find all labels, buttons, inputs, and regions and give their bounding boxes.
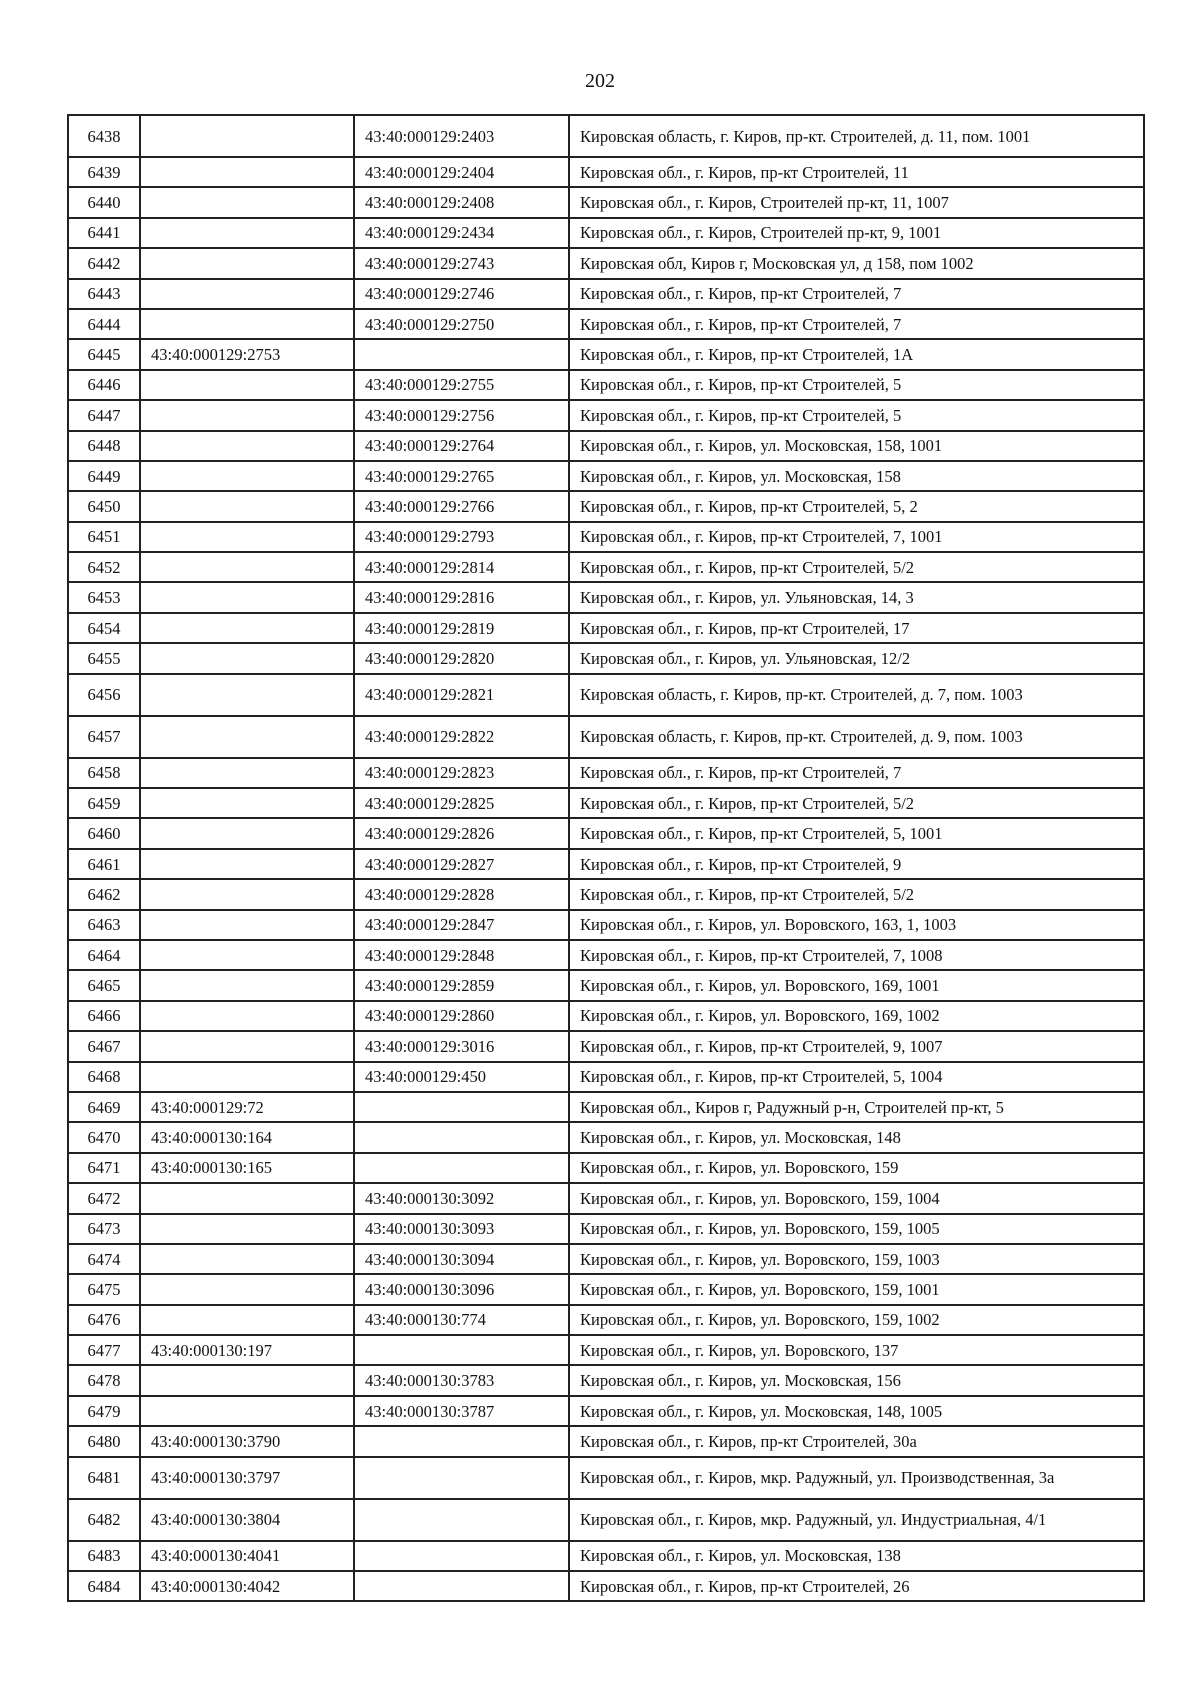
parcel-number-cell xyxy=(140,491,354,521)
parcel-number-cell xyxy=(140,370,354,400)
parcel-number-cell xyxy=(140,1365,354,1395)
address-cell: Кировская обл., г. Киров, пр-кт Строителей, 5/2 xyxy=(569,879,1144,909)
object-number-cell: 43:40:000130:3787 xyxy=(354,1396,569,1426)
address-cell: Кировская обл., г. Киров, Строителей пр-кт, 9, 1001 xyxy=(569,218,1144,248)
object-number-cell: 43:40:000129:2793 xyxy=(354,522,569,552)
table-row xyxy=(68,1457,1144,1499)
table-row xyxy=(68,1305,1144,1335)
object-number-cell: 43:40:000129:2816 xyxy=(354,582,569,612)
address-cell: Кировская область, г. Киров, пр-кт. Строителей, д. 9, пом. 1003 xyxy=(569,716,1144,758)
address-cell: Кировская обл., г. Киров, пр-кт Строителей, 5, 1004 xyxy=(569,1062,1144,1092)
row-number-cell: 6458 xyxy=(68,758,140,788)
parcel-number-cell xyxy=(140,522,354,552)
address-cell: Кировская обл., г. Киров, пр-кт Строителей, 17 xyxy=(569,613,1144,643)
address-cell: Кировская обл, Киров г, Московская ул, д 158, пом 1002 xyxy=(569,248,1144,278)
parcel-number-cell: 43:40:000130:165 xyxy=(140,1153,354,1183)
parcel-number-cell xyxy=(140,1031,354,1061)
object-number-cell: 43:40:000130:3783 xyxy=(354,1365,569,1395)
object-number-cell: 43:40:000129:2823 xyxy=(354,758,569,788)
address-cell: Кировская обл., г. Киров, ул. Московская, 138 xyxy=(569,1541,1144,1571)
table-row xyxy=(68,1153,1144,1183)
table-row xyxy=(68,1541,1144,1571)
row-number-cell: 6468 xyxy=(68,1062,140,1092)
address-cell: Кировская обл., г. Киров, ул. Воровского, 159 xyxy=(569,1153,1144,1183)
parcel-number-cell xyxy=(140,1244,354,1274)
address-cell: Кировская обл., г. Киров, ул. Московская, 158 xyxy=(569,461,1144,491)
table-row xyxy=(68,1499,1144,1541)
parcel-number-cell xyxy=(140,758,354,788)
row-number-cell: 6450 xyxy=(68,491,140,521)
address-cell: Кировская обл., г. Киров, ул. Воровского, 159, 1003 xyxy=(569,1244,1144,1274)
parcel-number-cell: 43:40:000129:72 xyxy=(140,1092,354,1122)
parcel-number-cell xyxy=(140,788,354,818)
object-number-cell: 43:40:000129:2819 xyxy=(354,613,569,643)
table-row xyxy=(68,1335,1144,1365)
table-row xyxy=(68,613,1144,643)
row-number-cell: 6483 xyxy=(68,1541,140,1571)
address-cell: Кировская обл., г. Киров, ул. Воровского, 163, 1, 1003 xyxy=(569,910,1144,940)
parcel-number-cell xyxy=(140,1062,354,1092)
address-cell: Кировская обл., г. Киров, ул. Московская, 158, 1001 xyxy=(569,431,1144,461)
table-row xyxy=(68,431,1144,461)
parcel-number-cell xyxy=(140,716,354,758)
table-row xyxy=(68,970,1144,1000)
table-row xyxy=(68,1244,1144,1274)
parcel-number-cell xyxy=(140,431,354,461)
address-cell: Кировская обл., г. Киров, пр-кт Строителей, 9, 1007 xyxy=(569,1031,1144,1061)
address-cell: Кировская обл., г. Киров, ул. Воровского, 159, 1004 xyxy=(569,1183,1144,1213)
object-number-cell xyxy=(354,1457,569,1499)
address-cell: Кировская обл., г. Киров, пр-кт Строителей, 5 xyxy=(569,400,1144,430)
address-cell: Кировская область, г. Киров, пр-кт. Строителей, д. 11, пом. 1001 xyxy=(569,115,1144,157)
object-number-cell: 43:40:000129:2766 xyxy=(354,491,569,521)
object-number-cell: 43:40:000129:2821 xyxy=(354,674,569,716)
row-number-cell: 6480 xyxy=(68,1426,140,1456)
table-body xyxy=(68,115,1144,1601)
address-cell: Кировская обл., г. Киров, пр-кт Строителей, 7, 1008 xyxy=(569,940,1144,970)
address-cell: Кировская обл., г. Киров, пр-кт Строителей, 1А xyxy=(569,339,1144,369)
parcel-number-cell: 43:40:000130:4041 xyxy=(140,1541,354,1571)
object-number-cell: 43:40:000129:2403 xyxy=(354,115,569,157)
table-row xyxy=(68,339,1144,369)
object-number-cell: 43:40:000129:2827 xyxy=(354,849,569,879)
row-number-cell: 6467 xyxy=(68,1031,140,1061)
object-number-cell xyxy=(354,1335,569,1365)
parcel-number-cell xyxy=(140,970,354,1000)
parcel-number-cell xyxy=(140,157,354,187)
object-number-cell: 43:40:000129:2765 xyxy=(354,461,569,491)
cadastral-table xyxy=(67,114,1145,1602)
table-row xyxy=(68,910,1144,940)
address-cell: Кировская обл., г. Киров, ул. Воровского, 169, 1002 xyxy=(569,1001,1144,1031)
table-row xyxy=(68,491,1144,521)
row-number-cell: 6472 xyxy=(68,1183,140,1213)
table-row xyxy=(68,879,1144,909)
address-cell: Кировская обл., г. Киров, ул. Воровского, 159, 1002 xyxy=(569,1305,1144,1335)
row-number-cell: 6477 xyxy=(68,1335,140,1365)
object-number-cell: 43:40:000129:2828 xyxy=(354,879,569,909)
table-row xyxy=(68,187,1144,217)
row-number-cell: 6478 xyxy=(68,1365,140,1395)
address-cell: Кировская обл., г. Киров, ул. Воровского, 159, 1001 xyxy=(569,1274,1144,1304)
row-number-cell: 6484 xyxy=(68,1571,140,1601)
address-cell: Кировская обл., г. Киров, пр-кт Строителей, 9 xyxy=(569,849,1144,879)
address-cell: Кировская область, г. Киров, пр-кт. Строителей, д. 7, пом. 1003 xyxy=(569,674,1144,716)
table-row xyxy=(68,461,1144,491)
table-row xyxy=(68,1426,1144,1456)
object-number-cell xyxy=(354,1153,569,1183)
address-cell: Кировская обл., г. Киров, пр-кт Строителей, 5/2 xyxy=(569,552,1144,582)
object-number-cell: 43:40:000129:2822 xyxy=(354,716,569,758)
table-row xyxy=(68,309,1144,339)
row-number-cell: 6453 xyxy=(68,582,140,612)
parcel-number-cell: 43:40:000130:164 xyxy=(140,1122,354,1152)
parcel-number-cell xyxy=(140,674,354,716)
table-row xyxy=(68,1571,1144,1601)
object-number-cell: 43:40:000129:2756 xyxy=(354,400,569,430)
parcel-number-cell xyxy=(140,187,354,217)
row-number-cell: 6449 xyxy=(68,461,140,491)
table-row xyxy=(68,1274,1144,1304)
parcel-number-cell xyxy=(140,1305,354,1335)
parcel-number-cell xyxy=(140,279,354,309)
object-number-cell xyxy=(354,1122,569,1152)
row-number-cell: 6466 xyxy=(68,1001,140,1031)
row-number-cell: 6439 xyxy=(68,157,140,187)
object-number-cell: 43:40:000129:2820 xyxy=(354,643,569,673)
row-number-cell: 6441 xyxy=(68,218,140,248)
object-number-cell: 43:40:000129:2408 xyxy=(354,187,569,217)
object-number-cell xyxy=(354,1541,569,1571)
table-row xyxy=(68,1214,1144,1244)
table-row xyxy=(68,940,1144,970)
table-row xyxy=(68,758,1144,788)
row-number-cell: 6438 xyxy=(68,115,140,157)
parcel-number-cell xyxy=(140,879,354,909)
address-cell: Кировская обл., г. Киров, мкр. Радужный, ул. Производственная, 3а xyxy=(569,1457,1144,1499)
object-number-cell: 43:40:000129:2814 xyxy=(354,552,569,582)
table-row xyxy=(68,370,1144,400)
object-number-cell: 43:40:000129:2750 xyxy=(354,309,569,339)
address-cell: Кировская обл., г. Киров, ул. Ульяновская, 14, 3 xyxy=(569,582,1144,612)
object-number-cell xyxy=(354,1571,569,1601)
address-cell: Кировская обл., г. Киров, ул. Ульяновская, 12/2 xyxy=(569,643,1144,673)
table-row xyxy=(68,248,1144,278)
row-number-cell: 6446 xyxy=(68,370,140,400)
table-row xyxy=(68,818,1144,848)
row-number-cell: 6457 xyxy=(68,716,140,758)
parcel-number-cell xyxy=(140,910,354,940)
table-row xyxy=(68,582,1144,612)
address-cell: Кировская обл., г. Киров, пр-кт Строителей, 11 xyxy=(569,157,1144,187)
parcel-number-cell xyxy=(140,115,354,157)
table-row xyxy=(68,643,1144,673)
row-number-cell: 6462 xyxy=(68,879,140,909)
table-row xyxy=(68,522,1144,552)
address-cell: Кировская обл., г. Киров, ул. Московская, 156 xyxy=(569,1365,1144,1395)
object-number-cell: 43:40:000129:2434 xyxy=(354,218,569,248)
parcel-number-cell: 43:40:000130:4042 xyxy=(140,1571,354,1601)
row-number-cell: 6473 xyxy=(68,1214,140,1244)
row-number-cell: 6481 xyxy=(68,1457,140,1499)
parcel-number-cell xyxy=(140,849,354,879)
parcel-number-cell xyxy=(140,582,354,612)
page-number: 202 xyxy=(585,70,615,92)
parcel-number-cell xyxy=(140,309,354,339)
row-number-cell: 6444 xyxy=(68,309,140,339)
row-number-cell: 6461 xyxy=(68,849,140,879)
object-number-cell: 43:40:000130:3092 xyxy=(354,1183,569,1213)
address-cell: Кировская обл., г. Киров, пр-кт Строителей, 30а xyxy=(569,1426,1144,1456)
table-row xyxy=(68,218,1144,248)
table-row xyxy=(68,1183,1144,1213)
row-number-cell: 6476 xyxy=(68,1305,140,1335)
address-cell: Кировская обл., г. Киров, пр-кт Строителей, 5 xyxy=(569,370,1144,400)
parcel-number-cell xyxy=(140,248,354,278)
object-number-cell: 43:40:000129:2764 xyxy=(354,431,569,461)
row-number-cell: 6460 xyxy=(68,818,140,848)
row-number-cell: 6470 xyxy=(68,1122,140,1152)
row-number-cell: 6448 xyxy=(68,431,140,461)
row-number-cell: 6463 xyxy=(68,910,140,940)
row-number-cell: 6452 xyxy=(68,552,140,582)
table-row xyxy=(68,400,1144,430)
row-number-cell: 6475 xyxy=(68,1274,140,1304)
table-row xyxy=(68,1001,1144,1031)
object-number-cell: 43:40:000129:2743 xyxy=(354,248,569,278)
table-row xyxy=(68,674,1144,716)
object-number-cell xyxy=(354,339,569,369)
table-row xyxy=(68,1122,1144,1152)
table-row xyxy=(68,788,1144,818)
table-row xyxy=(68,1396,1144,1426)
parcel-number-cell xyxy=(140,1396,354,1426)
row-number-cell: 6451 xyxy=(68,522,140,552)
object-number-cell xyxy=(354,1499,569,1541)
table-row xyxy=(68,157,1144,187)
parcel-number-cell xyxy=(140,643,354,673)
object-number-cell: 43:40:000129:2860 xyxy=(354,1001,569,1031)
object-number-cell: 43:40:000129:2825 xyxy=(354,788,569,818)
address-cell: Кировская обл., г. Киров, пр-кт Строителей, 7 xyxy=(569,758,1144,788)
object-number-cell: 43:40:000130:3093 xyxy=(354,1214,569,1244)
row-number-cell: 6440 xyxy=(68,187,140,217)
row-number-cell: 6482 xyxy=(68,1499,140,1541)
object-number-cell: 43:40:000129:3016 xyxy=(354,1031,569,1061)
address-cell: Кировская обл., г. Киров, пр-кт Строителей, 26 xyxy=(569,1571,1144,1601)
row-number-cell: 6447 xyxy=(68,400,140,430)
object-number-cell: 43:40:000130:3094 xyxy=(354,1244,569,1274)
parcel-number-cell: 43:40:000130:197 xyxy=(140,1335,354,1365)
row-number-cell: 6443 xyxy=(68,279,140,309)
row-number-cell: 6464 xyxy=(68,940,140,970)
object-number-cell: 43:40:000129:2746 xyxy=(354,279,569,309)
object-number-cell: 43:40:000129:2404 xyxy=(354,157,569,187)
object-number-cell: 43:40:000129:450 xyxy=(354,1062,569,1092)
row-number-cell: 6474 xyxy=(68,1244,140,1274)
parcel-number-cell xyxy=(140,613,354,643)
row-number-cell: 6471 xyxy=(68,1153,140,1183)
address-cell: Кировская обл., г. Киров, ул. Воровского, 159, 1005 xyxy=(569,1214,1144,1244)
parcel-number-cell xyxy=(140,218,354,248)
object-number-cell: 43:40:000129:2847 xyxy=(354,910,569,940)
object-number-cell: 43:40:000130:3096 xyxy=(354,1274,569,1304)
parcel-number-cell: 43:40:000129:2753 xyxy=(140,339,354,369)
address-cell: Кировская обл., г. Киров, пр-кт Строителей, 7 xyxy=(569,279,1144,309)
object-number-cell: 43:40:000129:2859 xyxy=(354,970,569,1000)
parcel-number-cell xyxy=(140,400,354,430)
address-cell: Кировская обл., г. Киров, пр-кт Строителей, 5/2 xyxy=(569,788,1144,818)
parcel-number-cell: 43:40:000130:3790 xyxy=(140,1426,354,1456)
table-row xyxy=(68,552,1144,582)
parcel-number-cell xyxy=(140,1001,354,1031)
address-cell: Кировская обл., г. Киров, Строителей пр-кт, 11, 1007 xyxy=(569,187,1144,217)
address-cell: Кировская обл., г. Киров, пр-кт Строителей, 5, 2 xyxy=(569,491,1144,521)
address-cell: Кировская обл., г. Киров, пр-кт Строителей, 7 xyxy=(569,309,1144,339)
object-number-cell: 43:40:000129:2826 xyxy=(354,818,569,848)
parcel-number-cell xyxy=(140,818,354,848)
table-row xyxy=(68,1092,1144,1122)
parcel-number-cell xyxy=(140,552,354,582)
address-cell: Кировская обл., г. Киров, пр-кт Строителей, 7, 1001 xyxy=(569,522,1144,552)
table-row xyxy=(68,1031,1144,1061)
parcel-number-cell: 43:40:000130:3797 xyxy=(140,1457,354,1499)
row-number-cell: 6479 xyxy=(68,1396,140,1426)
table-row xyxy=(68,1062,1144,1092)
table-row xyxy=(68,849,1144,879)
row-number-cell: 6442 xyxy=(68,248,140,278)
address-cell: Кировская обл., г. Киров, ул. Московская, 148, 1005 xyxy=(569,1396,1144,1426)
table-row xyxy=(68,115,1144,157)
address-cell: Кировская обл., Киров г, Радужный р-н, Строителей пр-кт, 5 xyxy=(569,1092,1144,1122)
row-number-cell: 6469 xyxy=(68,1092,140,1122)
row-number-cell: 6456 xyxy=(68,674,140,716)
object-number-cell xyxy=(354,1092,569,1122)
table-row xyxy=(68,716,1144,758)
parcel-number-cell xyxy=(140,461,354,491)
parcel-number-cell xyxy=(140,1274,354,1304)
object-number-cell xyxy=(354,1426,569,1456)
parcel-number-cell: 43:40:000130:3804 xyxy=(140,1499,354,1541)
object-number-cell: 43:40:000129:2755 xyxy=(354,370,569,400)
parcel-number-cell xyxy=(140,1214,354,1244)
parcel-number-cell xyxy=(140,940,354,970)
parcel-number-cell xyxy=(140,1183,354,1213)
object-number-cell: 43:40:000129:2848 xyxy=(354,940,569,970)
object-number-cell: 43:40:000130:774 xyxy=(354,1305,569,1335)
address-cell: Кировская обл., г. Киров, мкр. Радужный, ул. Индустриальная, 4/1 xyxy=(569,1499,1144,1541)
row-number-cell: 6454 xyxy=(68,613,140,643)
address-cell: Кировская обл., г. Киров, ул. Воровского, 169, 1001 xyxy=(569,970,1144,1000)
row-number-cell: 6445 xyxy=(68,339,140,369)
address-cell: Кировская обл., г. Киров, ул. Московская, 148 xyxy=(569,1122,1144,1152)
row-number-cell: 6465 xyxy=(68,970,140,1000)
table-row xyxy=(68,279,1144,309)
table-row xyxy=(68,1365,1144,1395)
row-number-cell: 6459 xyxy=(68,788,140,818)
address-cell: Кировская обл., г. Киров, ул. Воровского, 137 xyxy=(569,1335,1144,1365)
row-number-cell: 6455 xyxy=(68,643,140,673)
address-cell: Кировская обл., г. Киров, пр-кт Строителей, 5, 1001 xyxy=(569,818,1144,848)
